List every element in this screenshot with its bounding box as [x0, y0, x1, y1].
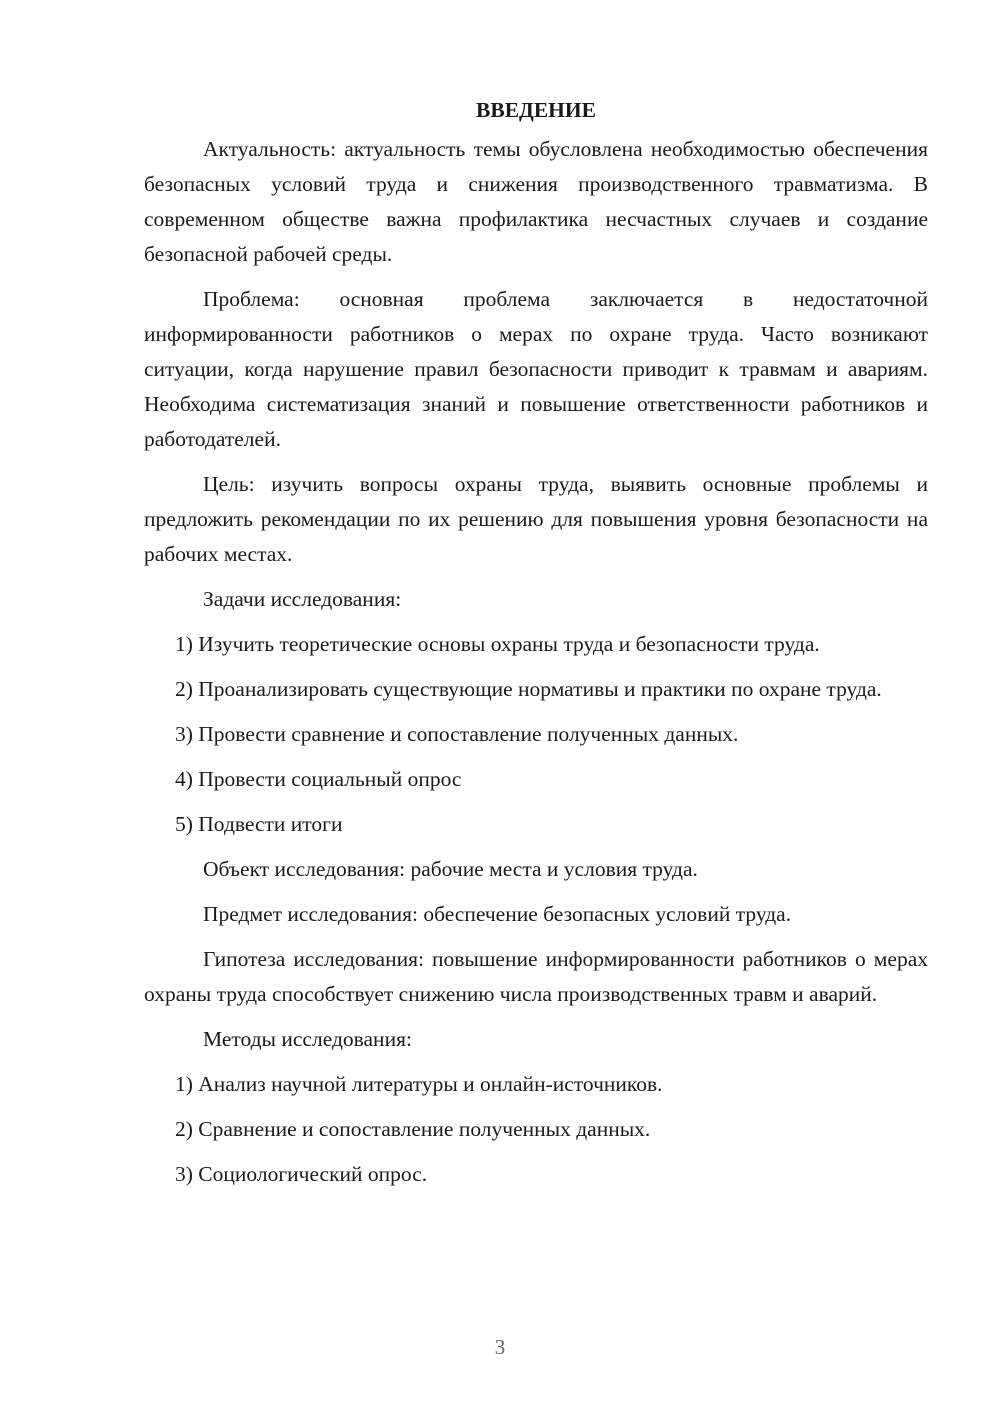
- hypothesis-paragraph: Гипотеза исследования: повышение информированности работников о мерах охраны труда способствует снижению числа производственных травм и аварий.: [144, 947, 928, 1006]
- page-number: 3: [494, 1335, 506, 1359]
- document-page: [144, 92, 928, 1202]
- problem-paragraph: Проблема: основная проблема заключается в недостаточной информированности работников о мерах по охране труда. Часто возникают ситуации, когда нарушение правил безопасности приводит к травмам и авариям. Необходима систематизация знаний и повышение ответственности работников и работодателей.: [144, 287, 928, 451]
- relevance-paragraph: Актуальность: актуальность темы обусловлена необходимостью обеспечения безопасных условий труда и снижения производственного травматизма. В современном обществе важна профилактика несчастных случаев и создание безопасной рабочей среды.: [144, 137, 928, 266]
- object-paragraph: Объект исследования: рабочие места и условия труда.: [203, 857, 698, 881]
- method-item: 3) Социологический опрос.: [175, 1162, 428, 1186]
- task-item: 2) Проанализировать существующие нормативы и практики по охране труда.: [175, 677, 882, 701]
- task-item: 3) Провести сравнение и сопоставление полученных данных.: [175, 722, 739, 746]
- method-item: 1) Анализ научной литературы и онлайн-источников.: [175, 1072, 663, 1096]
- section-heading: ВВЕДЕНИЕ: [476, 98, 596, 122]
- tasks-label: Задачи исследования:: [203, 587, 402, 611]
- task-item: 4) Провести социальный опрос: [175, 767, 462, 791]
- methods-label: Методы исследования:: [203, 1027, 412, 1051]
- task-item: 1) Изучить теоретические основы охраны труда и безопасности труда.: [175, 632, 820, 656]
- task-item: 5) Подвести итоги: [175, 812, 343, 836]
- method-item: 2) Сравнение и сопоставление полученных данных.: [175, 1117, 651, 1141]
- goal-paragraph: Цель: изучить вопросы охраны труда, выявить основные проблемы и предложить рекомендации по их решению для повышения уровня безопасности на рабочих местах.: [144, 472, 928, 566]
- subject-paragraph: Предмет исследования: обеспечение безопасных условий труда.: [203, 902, 792, 926]
